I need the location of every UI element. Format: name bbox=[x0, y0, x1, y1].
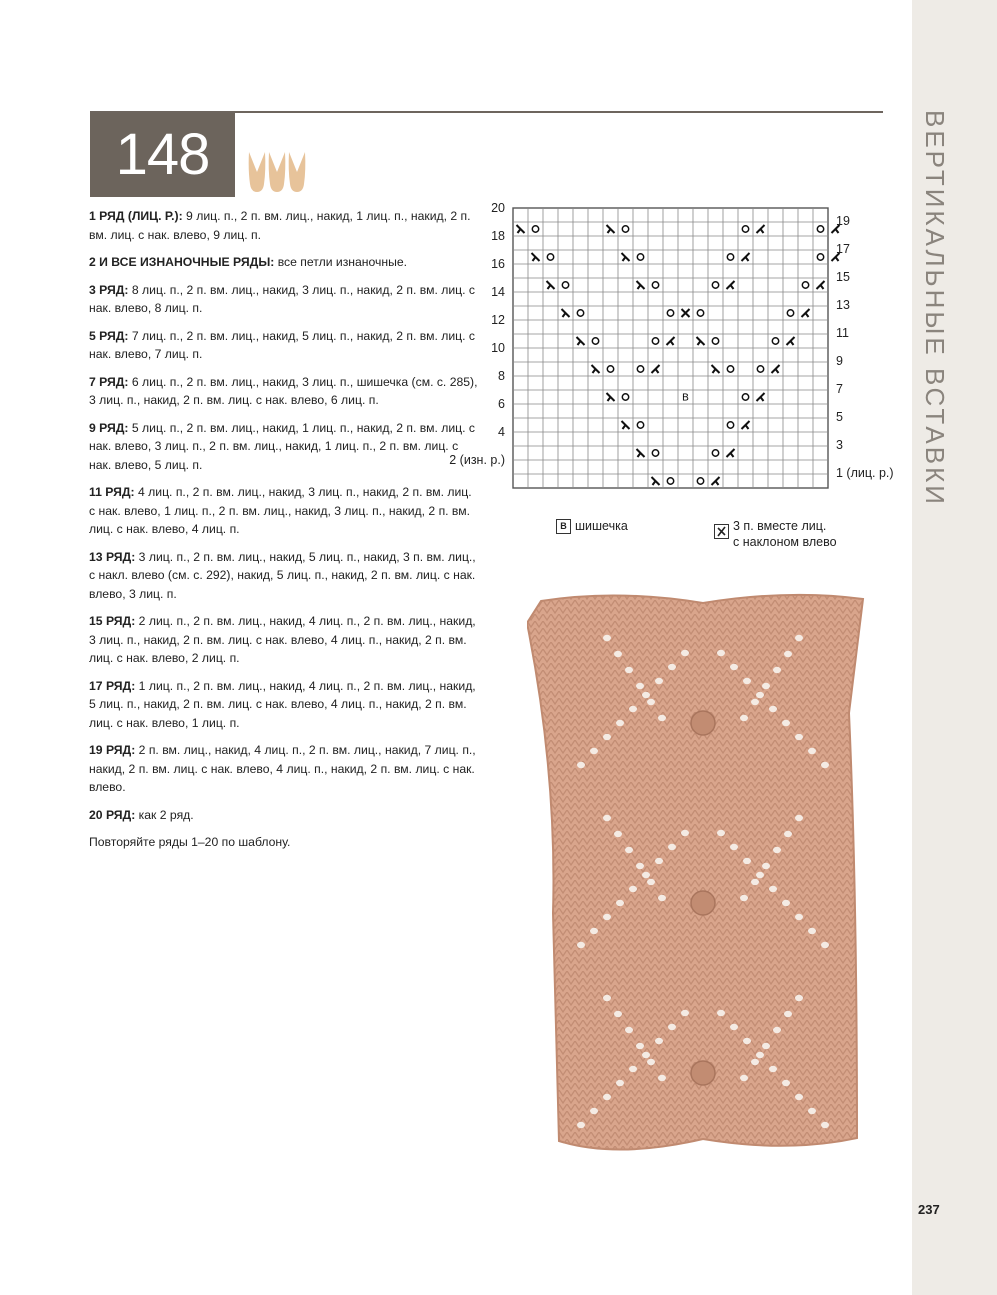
legend-bobble-label: шишечка bbox=[575, 519, 628, 533]
svg-text:B: B bbox=[682, 392, 689, 404]
instruction-text: 9 лиц. п., 2 п. вм. лиц., накид, 1 лиц. п., накид, 2 п. вм. лиц. с нак. влево, 9 лиц. п. bbox=[89, 209, 471, 242]
instruction-row bbox=[89, 612, 479, 668]
instruction-row bbox=[89, 677, 479, 733]
instruction-label: 7 РЯД: bbox=[89, 374, 129, 389]
instruction-label: 5 РЯД: bbox=[89, 328, 129, 343]
instruction-text: 8 лиц. п., 2 п. вм. лиц., накид, 3 лиц. п., накид, 2 п. вм. лиц. с нак. влево, 8 лиц. п. bbox=[89, 282, 476, 315]
instruction-text: 3 лиц. п., 2 п. вм. лиц., накид, 5 лиц. п., накид, 3 п. вм. лиц., с накл. влево (см. с. 292), накид, 5 лиц. п., накид, 2 п. вм. лиц. с нак. влево, 3 лиц. п. bbox=[89, 549, 476, 601]
knitted-swatch-photo bbox=[527, 593, 879, 1163]
difficulty-icon bbox=[247, 150, 307, 195]
chart-row-label-right: 7 bbox=[836, 382, 843, 396]
chart-row-label-right: 13 bbox=[836, 298, 850, 312]
instruction-row bbox=[89, 833, 479, 852]
instruction-text: 2 п. вм. лиц., накид, 4 лиц. п., 2 п. вм. лиц., накид, 7 лиц. п., накид, 2 п. вм. лиц. с нак. влево, 4 лиц. п., накид, 2 п. вм. лиц. с нак. влево. bbox=[89, 743, 476, 794]
chart-symbol-bobble bbox=[682, 393, 689, 404]
page-number: 237 bbox=[918, 1202, 940, 1217]
instruction-label: 19 РЯД: bbox=[89, 743, 136, 757]
instruction-row bbox=[89, 548, 479, 604]
instruction-label: 9 РЯД: bbox=[89, 420, 129, 435]
instruction-text: как 2 ряд. bbox=[135, 807, 194, 822]
instruction-text: 1 лиц. п., 2 п. вм. лиц., накид, 4 лиц. п., 2 п. вм. лиц., накид, 5 лиц. п., накид, 2 п. вм. лиц. с нак. влево, 4 лиц. п., накид, 2 п. вм. лиц. с нак. влево, 1 лиц. п. bbox=[89, 678, 476, 730]
chart-row-label-left: 12 bbox=[491, 313, 505, 327]
chart-row-label-left: 10 bbox=[491, 341, 505, 355]
instruction-label: 15 РЯД: bbox=[89, 614, 136, 628]
knitting-chart bbox=[440, 196, 910, 496]
instruction-text: Повторяйте ряды 1–20 по шаблону. bbox=[89, 835, 291, 849]
chart-row-label-right: 3 bbox=[836, 438, 843, 452]
instruction-row bbox=[89, 741, 479, 797]
instruction-text: 6 лиц. п., 2 п. вм. лиц., накид, 3 лиц. п., шишечка (см. с. 285), 3 лиц. п., накид, 2 п. вм. лиц. с нак. влево, 6 лиц. п. bbox=[89, 374, 478, 407]
instruction-label: 2 И ВСЕ ИЗНАНОЧНЫЕ РЯДЫ: bbox=[89, 255, 275, 269]
chart-row-label-left: 16 bbox=[491, 257, 505, 271]
instruction-row bbox=[89, 281, 479, 318]
legend-bobble bbox=[556, 519, 628, 534]
chart-row-label-right: 19 bbox=[836, 214, 850, 228]
instruction-row bbox=[89, 207, 479, 244]
chart-row-label-left: 18 bbox=[491, 229, 505, 243]
chart-row-label-left: 8 bbox=[498, 369, 505, 383]
chart-row-label-left: 14 bbox=[491, 285, 505, 299]
chart-row-label-right: 11 bbox=[836, 326, 849, 340]
instruction-label: 20 РЯД: bbox=[89, 807, 136, 822]
bobble-symbol: B bbox=[556, 519, 571, 534]
instructions bbox=[89, 207, 479, 861]
chart-row-label-left: 6 bbox=[498, 397, 505, 411]
legend-sk3-line2: с наклоном влево bbox=[733, 535, 837, 549]
instruction-row bbox=[89, 253, 479, 272]
instruction-label: 1 РЯД (ЛИЦ. Р.): bbox=[89, 209, 183, 223]
instruction-row bbox=[89, 419, 479, 475]
chart-row-label-right: 15 bbox=[836, 270, 850, 284]
chart-row-label-left: 2 (изн. р.) bbox=[449, 453, 505, 467]
legend bbox=[556, 519, 896, 559]
instruction-text: 4 лиц. п., 2 п. вм. лиц., накид, 3 лиц. п., накид, 2 п. вм. лиц. с нак. влево, 1 лиц. п., 2 п. вм. лиц., накид, 3 лиц. п., накид, 2 п. вм. лиц. с нак. влево, 4 лиц. п. bbox=[89, 485, 472, 536]
chart-row-label-left: 20 bbox=[491, 201, 505, 215]
chart-row-label-left: 4 bbox=[498, 425, 505, 439]
instruction-label: 13 РЯД: bbox=[89, 549, 136, 564]
instruction-row bbox=[89, 373, 479, 410]
pattern-number: 148 bbox=[90, 113, 235, 197]
instruction-label: 17 РЯД: bbox=[89, 678, 136, 693]
instruction-row bbox=[89, 483, 479, 539]
chart-row-label-right: 5 bbox=[836, 410, 843, 424]
chart-row-label-right: 9 bbox=[836, 354, 843, 368]
instruction-label: 3 РЯД: bbox=[89, 282, 129, 297]
instruction-row bbox=[89, 806, 479, 825]
legend-sk3-line1: 3 п. вместе лиц. bbox=[733, 519, 827, 533]
instruction-text: все петли изнаночные. bbox=[274, 255, 408, 269]
sk3-symbol-icon bbox=[714, 524, 729, 539]
instruction-text: 2 лиц. п., 2 п. вм. лиц., накид, 4 лиц. п., 2 п. вм. лиц., накид, 3 лиц. п., накид, 2 п. вм. лиц. с нак. влево, 4 лиц. п., накид, 2 п. вм. лиц. с нак. влево, 2 лиц. п. bbox=[89, 614, 476, 665]
instruction-row bbox=[89, 327, 479, 364]
instruction-text: 5 лиц. п., 2 п. вм. лиц., накид, 1 лиц. п., накид, 2 п. вм. лиц. с нак. влево, 3 лиц. п., 2 п. вм. лиц., накид, 1 лиц. п., 2 п. вм. лиц. с нак. влево, 5 лиц. п. bbox=[89, 420, 476, 472]
instruction-text: 7 лиц. п., 2 п. вм. лиц., накид, 5 лиц. п., накид, 2 п. вм. лиц. с нак. влево, 7 лиц. п. bbox=[89, 328, 476, 361]
instruction-label: 11 РЯД: bbox=[89, 485, 135, 499]
chart-row-label-right: 17 bbox=[836, 242, 850, 256]
chart-row-label-right: 1 (лиц. р.) bbox=[836, 466, 894, 480]
section-title-vertical: ВЕРТИКАЛЬНЫЕ ВСТАВКИ bbox=[920, 110, 950, 507]
